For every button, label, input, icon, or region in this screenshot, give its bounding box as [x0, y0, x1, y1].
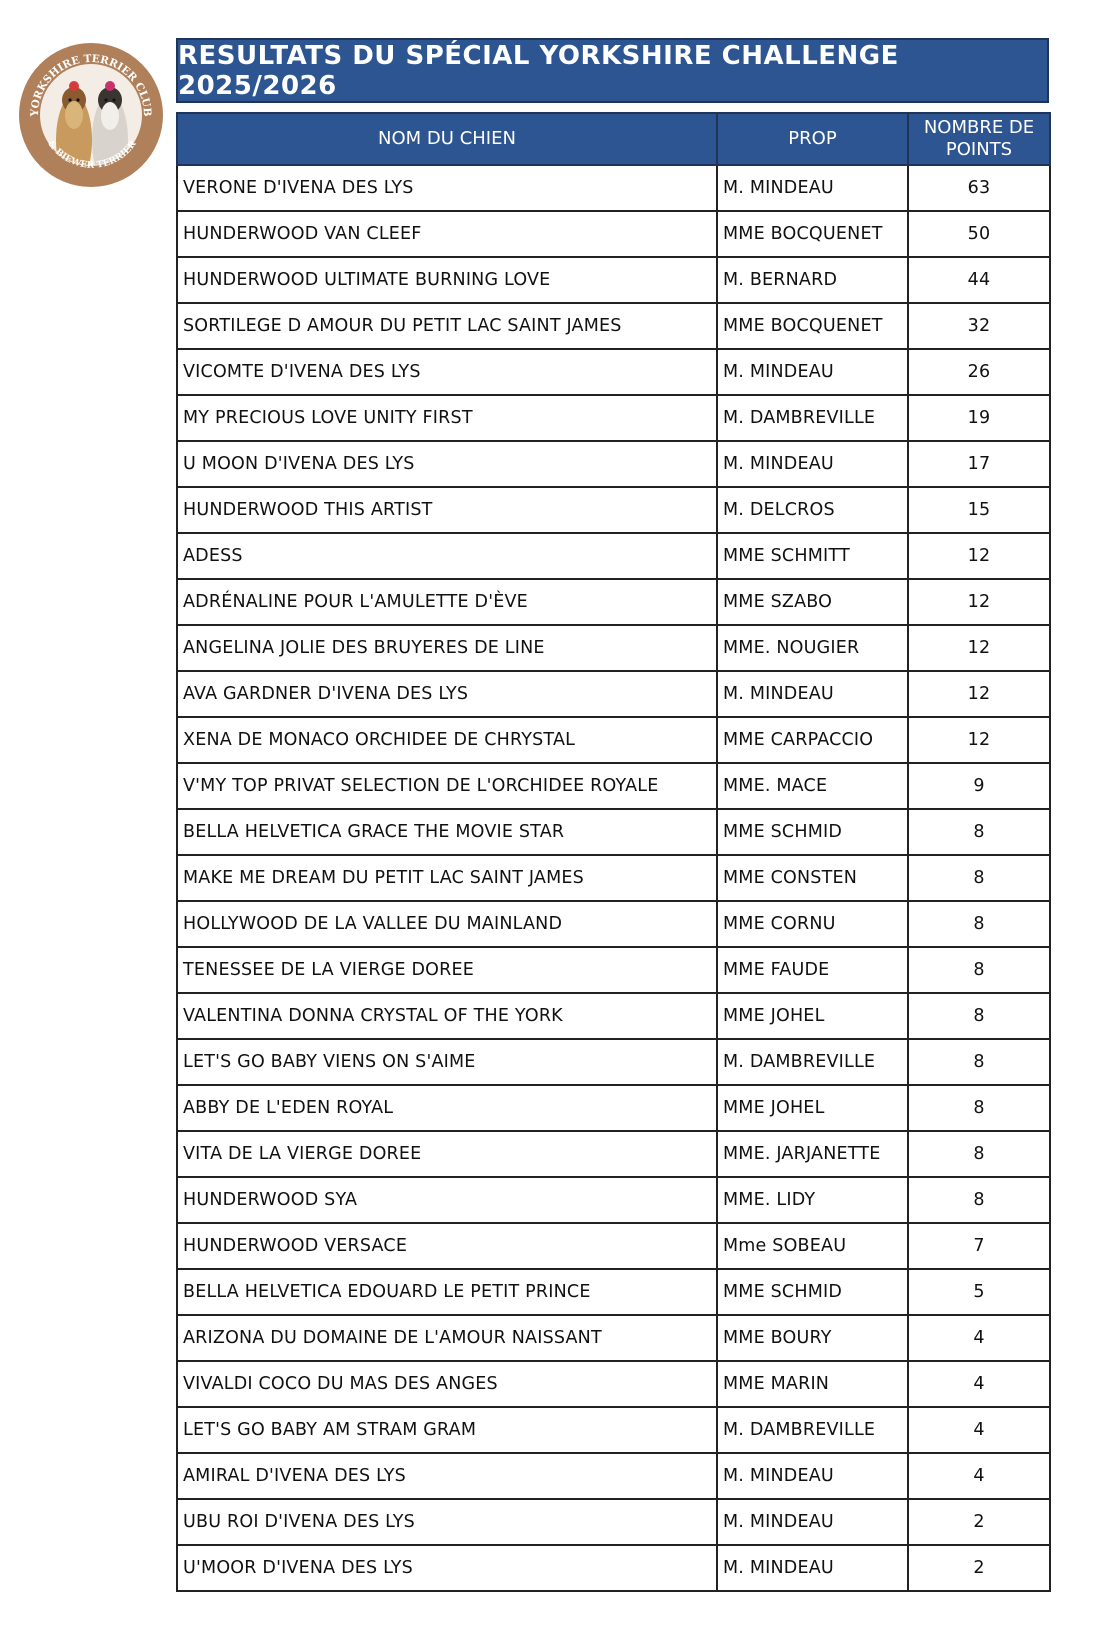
cell-dog-name: MAKE ME DREAM DU PETIT LAC SAINT JAMES	[177, 855, 717, 901]
table-row	[177, 1361, 1050, 1407]
table-row	[177, 855, 1050, 901]
table-row	[177, 993, 1050, 1039]
cell-points: 12	[908, 579, 1050, 625]
cell-owner: M. MINDEAU	[717, 441, 908, 487]
results-table	[176, 112, 1051, 1592]
cell-dog-name: VICOMTE D'IVENA DES LYS	[177, 349, 717, 395]
cell-dog-name: ADRÉNALINE POUR L'AMULETTE D'ÈVE	[177, 579, 717, 625]
cell-dog-name: XENA DE MONACO ORCHIDEE DE CHRYSTAL	[177, 717, 717, 763]
table-row	[177, 717, 1050, 763]
cell-owner: M. DELCROS	[717, 487, 908, 533]
cell-owner: MME. LIDY	[717, 1177, 908, 1223]
cell-dog-name: HUNDERWOOD SYA	[177, 1177, 717, 1223]
logo-text-bottom: & BIEWER TERRIER	[45, 139, 139, 171]
cell-points: 8	[908, 809, 1050, 855]
cell-dog-name: VITA DE LA VIERGE DOREE	[177, 1131, 717, 1177]
cell-points: 50	[908, 211, 1050, 257]
table-row	[177, 947, 1050, 993]
header-points	[908, 113, 1050, 165]
table-row	[177, 671, 1050, 717]
table-row	[177, 487, 1050, 533]
cell-points: 8	[908, 1039, 1050, 1085]
cell-dog-name: AVA GARDNER D'IVENA DES LYS	[177, 671, 717, 717]
cell-points: 12	[908, 671, 1050, 717]
logo-text-top: YORKSHIRE TERRIER CLUB	[28, 52, 154, 117]
cell-owner: MME JOHEL	[717, 993, 908, 1039]
cell-points: 2	[908, 1499, 1050, 1545]
club-logo	[16, 40, 166, 190]
cell-points: 8	[908, 947, 1050, 993]
cell-points: 8	[908, 1085, 1050, 1131]
cell-owner: M. MINDEAU	[717, 1499, 908, 1545]
cell-points: 12	[908, 717, 1050, 763]
table-row	[177, 901, 1050, 947]
cell-points: 15	[908, 487, 1050, 533]
cell-points: 7	[908, 1223, 1050, 1269]
table-row	[177, 809, 1050, 855]
cell-points: 8	[908, 993, 1050, 1039]
cell-dog-name: HUNDERWOOD THIS ARTIST	[177, 487, 717, 533]
cell-dog-name: MY PRECIOUS LOVE UNITY FIRST	[177, 395, 717, 441]
cell-owner: M. MINDEAU	[717, 165, 908, 211]
cell-dog-name: ARIZONA DU DOMAINE DE L'AMOUR NAISSANT	[177, 1315, 717, 1361]
table-row	[177, 763, 1050, 809]
table-row	[177, 1039, 1050, 1085]
cell-owner: MME FAUDE	[717, 947, 908, 993]
cell-dog-name: U MOON D'IVENA DES LYS	[177, 441, 717, 487]
table-row	[177, 441, 1050, 487]
table-row	[177, 533, 1050, 579]
cell-points: 9	[908, 763, 1050, 809]
title-banner	[176, 38, 1049, 103]
cell-owner: M. MINDEAU	[717, 671, 908, 717]
cell-points: 4	[908, 1315, 1050, 1361]
cell-dog-name: U'MOOR D'IVENA DES LYS	[177, 1545, 717, 1591]
cell-owner: MME BOURY	[717, 1315, 908, 1361]
cell-owner: M. MINDEAU	[717, 1545, 908, 1591]
cell-owner: M. DAMBREVILLE	[717, 395, 908, 441]
cell-dog-name: BELLA HELVETICA GRACE THE MOVIE STAR	[177, 809, 717, 855]
cell-points: 63	[908, 165, 1050, 211]
cell-owner: MME. JARJANETTE	[717, 1131, 908, 1177]
cell-dog-name: ADESS	[177, 533, 717, 579]
table-header-row	[177, 113, 1050, 165]
cell-points: 4	[908, 1453, 1050, 1499]
cell-points: 5	[908, 1269, 1050, 1315]
header-points-label: NOMBRE DE POINTS	[923, 117, 1035, 160]
cell-owner: MME. MACE	[717, 763, 908, 809]
cell-owner: MME CARPACCIO	[717, 717, 908, 763]
cell-owner: M. DAMBREVILLE	[717, 1039, 908, 1085]
cell-owner: MME JOHEL	[717, 1085, 908, 1131]
cell-points: 32	[908, 303, 1050, 349]
cell-owner: MME SCHMID	[717, 809, 908, 855]
table-row	[177, 1177, 1050, 1223]
cell-dog-name: LET'S GO BABY AM STRAM GRAM	[177, 1407, 717, 1453]
cell-dog-name: HUNDERWOOD ULTIMATE BURNING LOVE	[177, 257, 717, 303]
cell-points: 26	[908, 349, 1050, 395]
cell-owner: MME SCHMID	[717, 1269, 908, 1315]
table-row	[177, 1131, 1050, 1177]
cell-points: 4	[908, 1361, 1050, 1407]
cell-owner: MME MARIN	[717, 1361, 908, 1407]
cell-points: 8	[908, 855, 1050, 901]
cell-owner: Mme SOBEAU	[717, 1223, 908, 1269]
table-row	[177, 1085, 1050, 1131]
cell-points: 44	[908, 257, 1050, 303]
table-row	[177, 1545, 1050, 1591]
cell-dog-name: HOLLYWOOD DE LA VALLEE DU MAINLAND	[177, 901, 717, 947]
header-dog-name: NOM DU CHIEN	[177, 113, 717, 165]
cell-points: 8	[908, 1177, 1050, 1223]
cell-dog-name: VALENTINA DONNA CRYSTAL OF THE YORK	[177, 993, 717, 1039]
cell-points: 8	[908, 901, 1050, 947]
table-row	[177, 349, 1050, 395]
cell-dog-name: HUNDERWOOD VERSACE	[177, 1223, 717, 1269]
cell-points: 2	[908, 1545, 1050, 1591]
cell-dog-name: V'MY TOP PRIVAT SELECTION DE L'ORCHIDEE ROYALE	[177, 763, 717, 809]
header-owner: PROP	[717, 113, 908, 165]
cell-dog-name: TENESSEE DE LA VIERGE DOREE	[177, 947, 717, 993]
cell-dog-name: UBU ROI D'IVENA DES LYS	[177, 1499, 717, 1545]
table-row	[177, 395, 1050, 441]
cell-dog-name: VIVALDI COCO DU MAS DES ANGES	[177, 1361, 717, 1407]
cell-owner: MME CONSTEN	[717, 855, 908, 901]
cell-dog-name: HUNDERWOOD VAN CLEEF	[177, 211, 717, 257]
table-row	[177, 1223, 1050, 1269]
cell-points: 12	[908, 533, 1050, 579]
table-row	[177, 579, 1050, 625]
cell-dog-name: SORTILEGE D AMOUR DU PETIT LAC SAINT JAMES	[177, 303, 717, 349]
cell-owner: MME CORNU	[717, 901, 908, 947]
table-row	[177, 257, 1050, 303]
cell-points: 19	[908, 395, 1050, 441]
cell-dog-name: ABBY DE L'EDEN ROYAL	[177, 1085, 717, 1131]
club-logo-emblem	[16, 40, 166, 190]
cell-owner: M. MINDEAU	[717, 1453, 908, 1499]
table-row	[177, 1315, 1050, 1361]
cell-owner: M. MINDEAU	[717, 349, 908, 395]
cell-dog-name: BELLA HELVETICA EDOUARD LE PETIT PRINCE	[177, 1269, 717, 1315]
table-row	[177, 303, 1050, 349]
table-row	[177, 1499, 1050, 1545]
page-title: RESULTATS DU SPÉCIAL YORKSHIRE CHALLENGE 2025/2026	[178, 40, 899, 101]
cell-owner: MME BOCQUENET	[717, 303, 908, 349]
cell-points: 12	[908, 625, 1050, 671]
cell-owner: M. BERNARD	[717, 257, 908, 303]
cell-dog-name: VERONE D'IVENA DES LYS	[177, 165, 717, 211]
cell-owner: MME SZABO	[717, 579, 908, 625]
cell-owner: MME SCHMITT	[717, 533, 908, 579]
table-row	[177, 1269, 1050, 1315]
cell-points: 17	[908, 441, 1050, 487]
cell-owner: MME. NOUGIER	[717, 625, 908, 671]
cell-dog-name: LET'S GO BABY VIENS ON S'AIME	[177, 1039, 717, 1085]
cell-dog-name: ANGELINA JOLIE DES BRUYERES DE LINE	[177, 625, 717, 671]
table-row	[177, 1407, 1050, 1453]
cell-points: 4	[908, 1407, 1050, 1453]
cell-points: 8	[908, 1131, 1050, 1177]
table-row	[177, 1453, 1050, 1499]
table-row	[177, 625, 1050, 671]
table-row	[177, 165, 1050, 211]
cell-dog-name: AMIRAL D'IVENA DES LYS	[177, 1453, 717, 1499]
table-row	[177, 211, 1050, 257]
cell-owner: M. DAMBREVILLE	[717, 1407, 908, 1453]
cell-owner: MME BOCQUENET	[717, 211, 908, 257]
